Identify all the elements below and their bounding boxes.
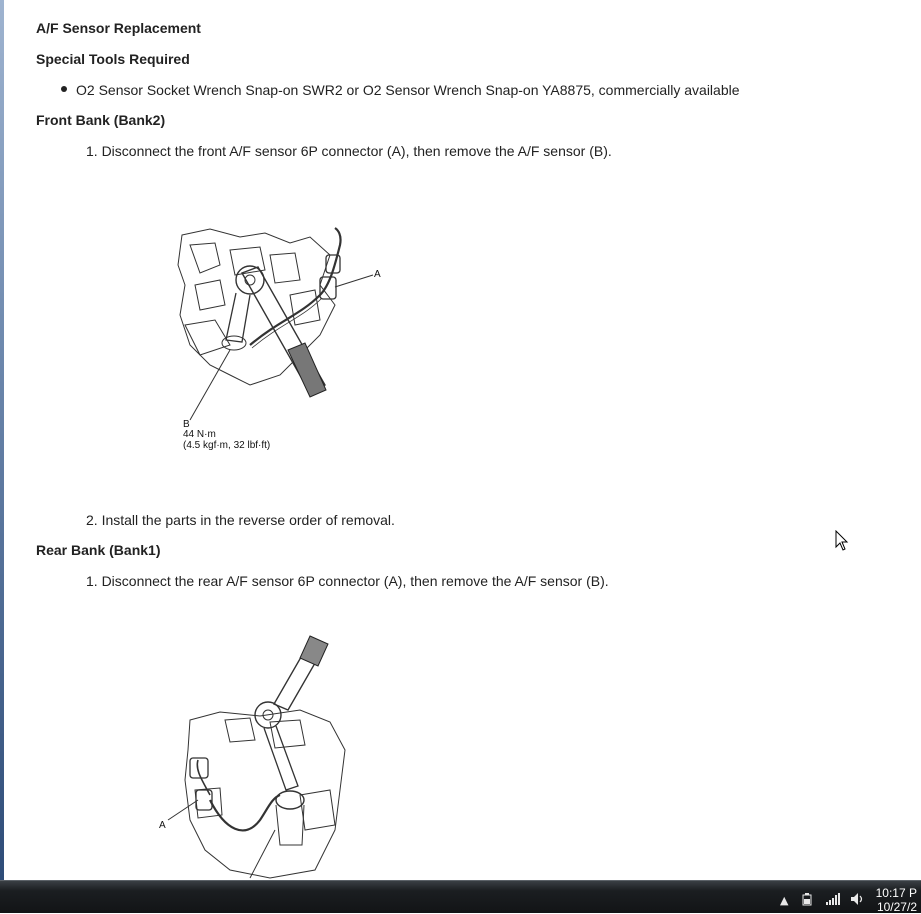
network-icon[interactable] — [825, 892, 841, 906]
front-bank-heading: Front Bank (Bank2) — [36, 112, 166, 128]
front-label-a: A — [374, 269, 381, 280]
page-title: A/F Sensor Replacement — [36, 20, 201, 36]
clock-date: 10/27/2 — [876, 900, 917, 914]
front-bank-step-1: 1. Disconnect the front A/F sensor 6P connector (A), then remove the A/F sensor (B). — [86, 143, 612, 159]
clock[interactable] — [876, 886, 917, 914]
battery-icon[interactable] — [800, 892, 814, 906]
rear-label-a: A — [159, 820, 166, 831]
mouse-cursor-icon — [835, 530, 849, 552]
front-bank-step-2: 2. Install the parts in the reverse order of removal. — [86, 512, 395, 528]
rear-bank-heading: Rear Bank (Bank1) — [36, 542, 161, 558]
rear-bank-step-1: 1. Disconnect the rear A/F sensor 6P connector (A), then remove the A/F sensor (B). — [86, 573, 609, 589]
front-torque-alt: (4.5 kgf·m, 32 lbf·ft) — [183, 440, 271, 451]
rear-bank-figure — [150, 630, 360, 880]
taskbar — [0, 880, 921, 913]
bullet-icon — [61, 86, 67, 92]
front-label-b: B — [183, 419, 190, 430]
front-torque-nm: 44 N·m — [183, 429, 216, 440]
volume-icon[interactable] — [850, 892, 866, 906]
front-bank-figure — [170, 225, 400, 460]
window-left-edge — [0, 0, 4, 880]
special-tool-item: O2 Sensor Socket Wrench Snap-on SWR2 or O2 Sensor Wrench Snap-on YA8875, commercially available — [76, 82, 740, 98]
special-tools-heading: Special Tools Required — [36, 51, 190, 67]
clock-time: 10:17 P — [875, 886, 917, 900]
chevron-up-icon[interactable]: ▲ — [780, 894, 789, 907]
